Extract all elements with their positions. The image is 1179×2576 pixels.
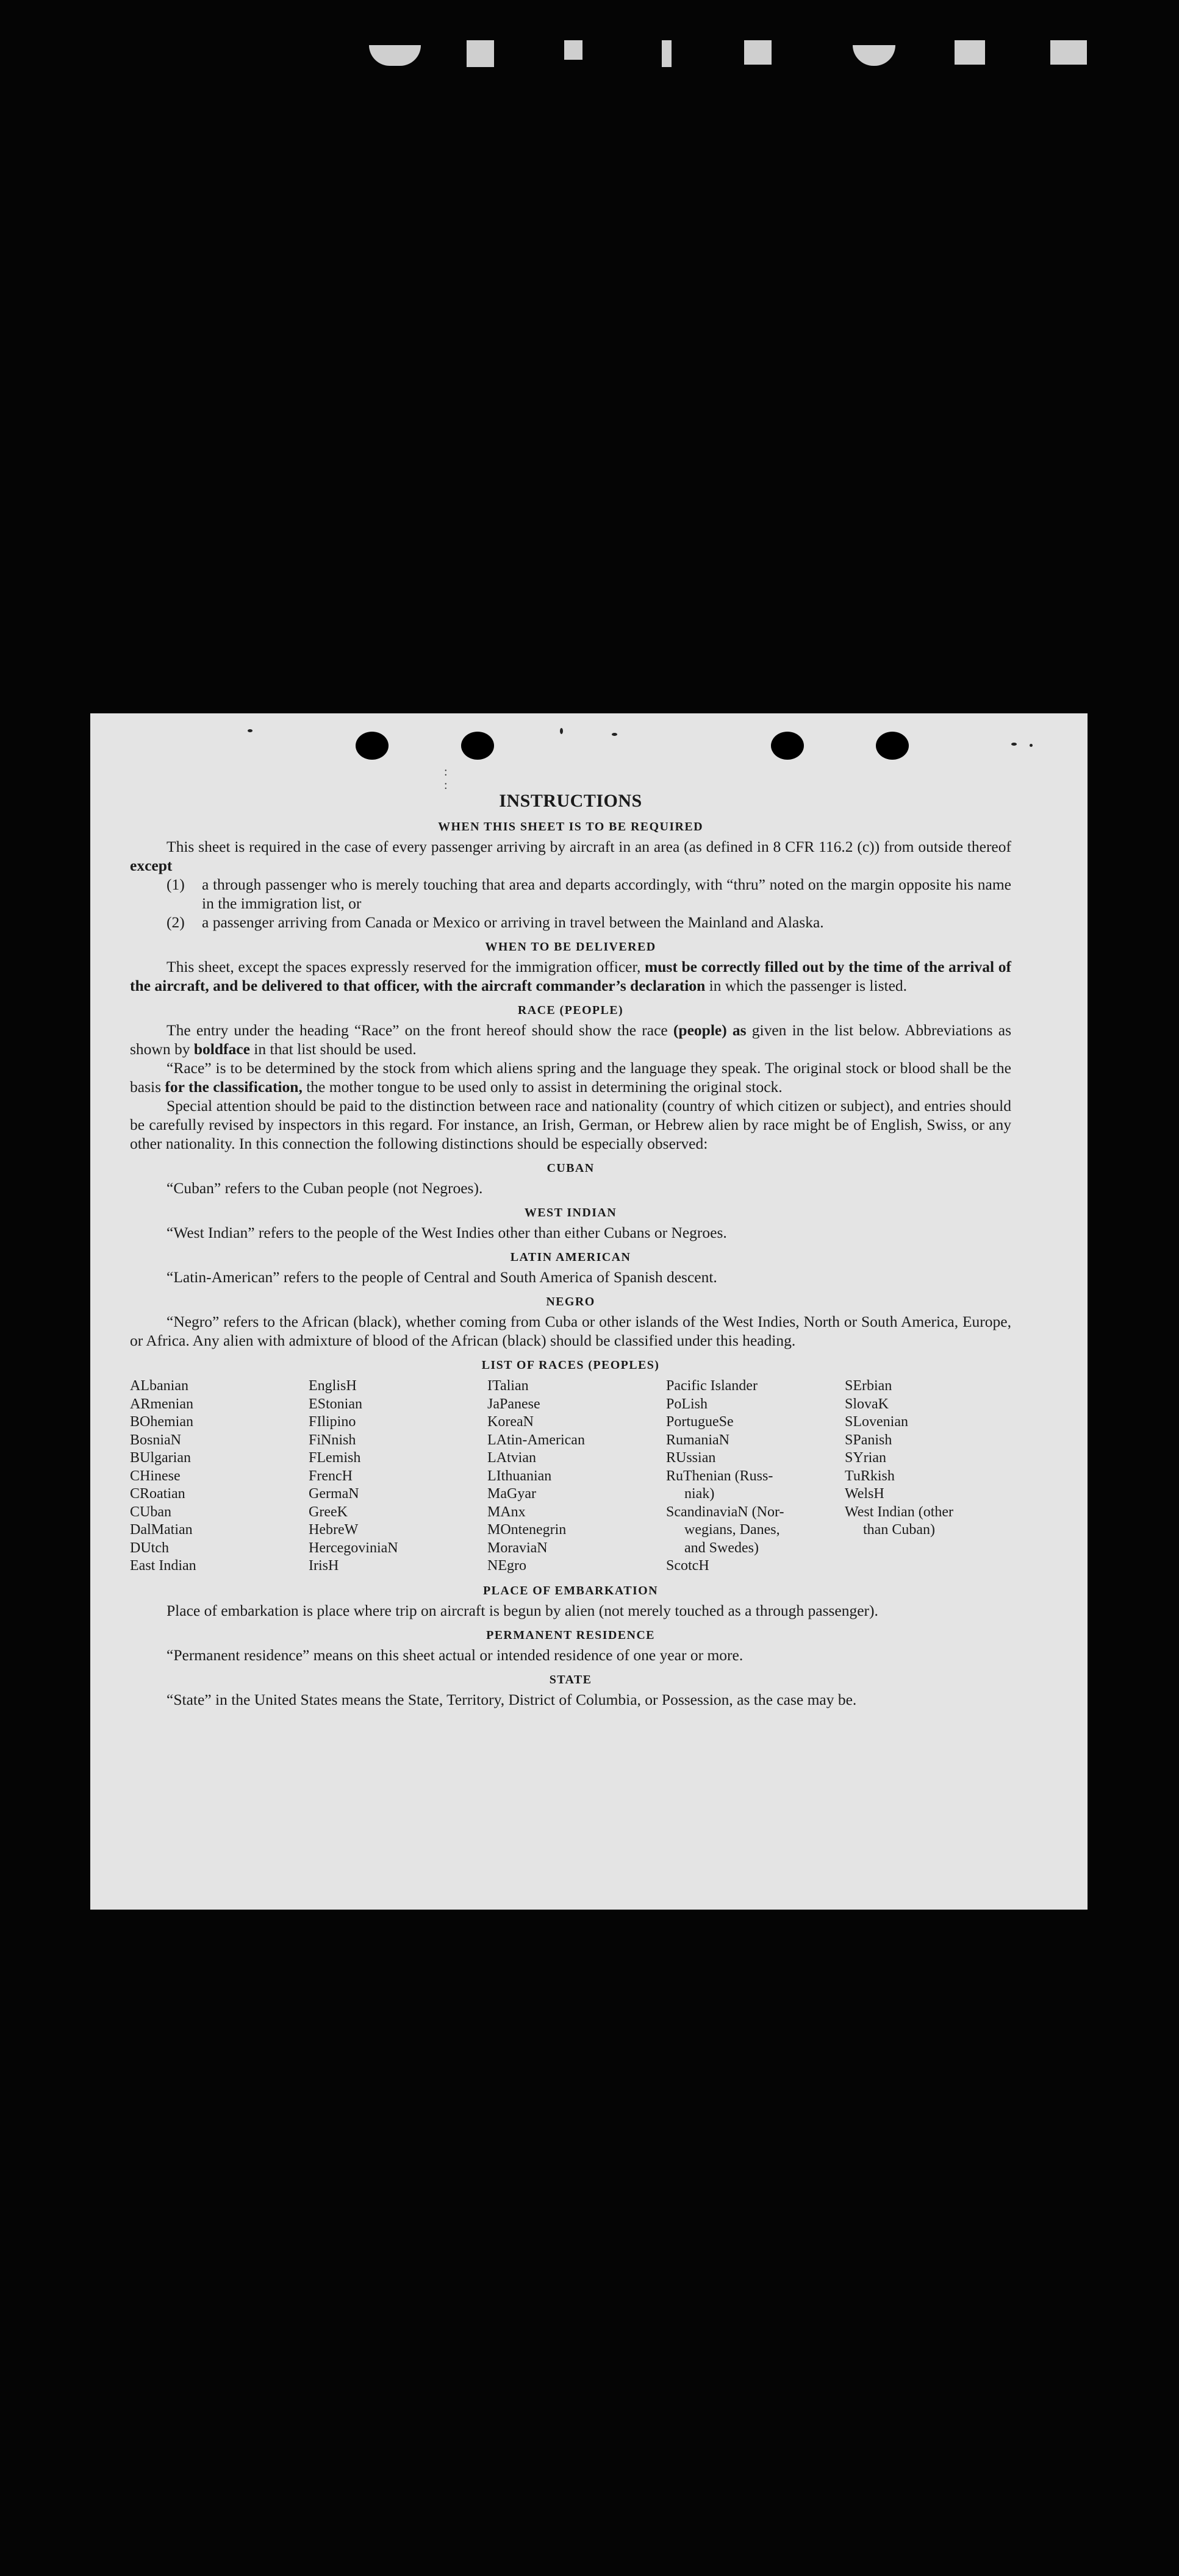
section-heading-embarkation: PLACE OF EMBARKATION [483,1583,658,1597]
instruction-sheet [90,713,1088,1910]
race-entry: WelsH [845,1486,884,1502]
race-entry: MoraviaN [487,1540,548,1556]
race-entry: CRoatian [130,1486,185,1502]
film-mark [662,40,672,67]
speck [1011,743,1017,746]
section-heading-when-required: WHEN THIS SHEET IS TO BE REQUIRED [438,820,703,833]
when-required-intro [130,837,1011,875]
race-entry: and Swedes) [684,1540,759,1556]
speck [248,729,253,732]
race-entry: ScandinaviaN (Nor- [666,1504,784,1520]
section-heading-race: RACE (PEOPLE) [517,1004,624,1017]
race-paragraph-1 [130,1021,1011,1058]
race-entry: FiNnish [309,1432,356,1448]
race-entry: RuThenian (Russ- [666,1468,773,1484]
race-column [309,1377,487,1575]
film-mark [467,40,494,67]
text-part: the mother tongue to be used only to assist in determining the original stock. [302,1078,783,1096]
race-entry: NEgro [487,1558,526,1574]
race-column [845,1377,1023,1575]
film-mark [564,40,582,60]
page-title: INSTRUCTIONS [499,791,642,811]
item-number: (2) [167,913,185,931]
negro-text: “Negro” refers to the African (black), whether coming from Cuba or other islands of the West Indies, North or South America, Europe, or Africa. Any alien with admixture of blood of the African (black) should be classified under this heading. [130,1313,1011,1349]
race-entry: BUlgarian [130,1450,191,1466]
race-paragraph-2 [130,1058,1011,1096]
west-indian-text: “West Indian” refers to the people of the West Indies other than either Cubans or Negroes. [167,1224,727,1241]
punch-hole [771,732,804,760]
text-part: in which the passenger is listed. [705,977,908,994]
race-entry: East Indian [130,1558,196,1574]
text-part: “Race” is to be determined by the stock from which aliens spring and the language they speak. The original stock or blood shall be the basis [130,1059,1011,1096]
section-heading-negro: NEGRO [546,1295,595,1308]
race-paragraph-3: Special attention should be paid to the distinction between race and nationality (country of which citizen or subject), and entries should be carefully revised by inspectors in this regard. For instance, an Irish, German, or Hebrew alien by race might be of English, Swiss, or any other nationality. In this connection the following distinctions should be especially observed: [130,1097,1011,1152]
speck [1030,744,1033,747]
item-text: a through passenger who is merely touching that area and departs accordingly, with “thru” noted on the margin opposite his name in the immigration list, or [202,876,1011,912]
race-entry: HercegoviniaN [309,1540,398,1556]
race-column [130,1377,309,1575]
when-delivered-text [130,957,1011,995]
race-entry: MOntenegrin [487,1522,567,1538]
race-entry: BOhemian [130,1414,193,1430]
race-entry: FrencH [309,1468,353,1484]
latin-american-text: “Latin-American” refers to the people of Central and South America of Spanish descent. [167,1268,717,1286]
punch-hole [876,732,909,760]
race-entry: ScotcH [666,1558,709,1574]
film-mark [853,45,895,66]
text-bold: must be correctly filled out by the time of the arrival of the aircraft, and be delivered to that officer, with the aircraft commander’s declaration [130,958,1011,994]
section-heading-state: STATE [549,1672,592,1686]
text-bold: boldface [193,1040,250,1058]
punch-hole [461,732,494,760]
race-entry: SlovaK [845,1396,889,1412]
section-heading-list-of-races: LIST OF RACES (PEOPLES) [481,1358,660,1372]
punch-hole [356,732,389,760]
race-column [487,1377,666,1575]
text-part: given in the list below. Abbreviations as shown by [130,1021,1012,1058]
film-mark [1050,40,1087,65]
race-column [666,1377,845,1575]
text-part: in that list should be used. [249,1040,417,1058]
text-bold: for the classification, [165,1078,303,1096]
race-entry: West Indian (other [845,1504,954,1520]
race-entry: PoLish [666,1396,708,1412]
race-entry: FLemish [309,1450,361,1466]
race-entry: ITalian [487,1378,529,1394]
race-entry: SYrian [845,1450,886,1466]
item-number: (1) [167,876,185,893]
race-entry: MAnx [487,1504,526,1520]
film-mark [744,40,772,65]
race-entry: ARmenian [130,1396,193,1412]
film-mark [369,45,421,66]
text-bold: (people) as [673,1021,747,1039]
race-entry: DUtch [130,1540,169,1556]
exception-item [167,875,1011,913]
race-entry: MaGyar [487,1486,536,1502]
race-entry: EnglisH [309,1378,357,1394]
race-entry: ALbanian [130,1378,188,1394]
race-entry: SLovenian [845,1414,908,1430]
race-entry: TuRkish [845,1468,895,1484]
film-edge-markings [342,30,1147,79]
section-heading-cuban: CUBAN [546,1161,595,1175]
speck [560,728,563,734]
race-entry: than Cuban) [863,1522,935,1538]
race-entry: LAtin-American [487,1432,585,1448]
race-entry: KoreaN [487,1414,534,1430]
state-text: “State” in the United States means the State, Territory, District of Columbia, or Possession, as the case may be. [167,1690,857,1708]
film-mark [955,40,985,65]
race-entry: FIlipino [309,1414,356,1430]
permanent-residence-text: “Permanent residence” means on this sheet actual or intended residence of one year or more. [167,1646,744,1664]
margin-mark: : : [444,765,448,792]
embarkation-text: Place of embarkation is place where trip on aircraft is begun by alien (not merely touched as a through passenger). [167,1601,878,1619]
exception-item [167,913,1011,932]
race-entry: RumaniaN [666,1432,729,1448]
race-entry: SErbian [845,1378,892,1394]
race-entry: niak) [684,1486,715,1502]
races-list [130,1377,1011,1575]
race-entry: LAtvian [487,1450,536,1466]
race-entry: PortugueSe [666,1414,734,1430]
race-entry: BosniaN [130,1432,181,1448]
speck [612,733,617,736]
race-entry: SPanish [845,1432,892,1448]
text-part: This sheet, except the spaces expressly reserved for the immigration officer, [167,958,645,976]
race-entry: JaPanese [487,1396,540,1412]
race-entry: wegians, Danes, [684,1522,780,1538]
text-part: The entry under the heading “Race” on the front hereof should show the race [167,1021,673,1039]
section-heading-west-indian: WEST INDIAN [524,1206,617,1219]
race-entry: GermaN [309,1486,359,1502]
section-heading-permanent-residence: PERMANENT RESIDENCE [486,1628,655,1642]
section-heading-latin-american: LATIN AMERICAN [510,1251,631,1264]
race-entry: HebreW [309,1522,359,1538]
race-entry: EStonian [309,1396,362,1412]
race-entry: LIthuanian [487,1468,552,1484]
item-text: a passenger arriving from Canada or Mexico or arriving in travel between the Mainland and Alaska. [202,913,824,931]
section-heading-when-delivered: WHEN TO BE DELIVERED [485,940,656,954]
race-entry: GreeK [309,1504,348,1520]
race-entry: CHinese [130,1468,181,1484]
intro-text: This sheet is required in the case of every passenger arriving by aircraft in an area (as defined in 8 CFR 116.2 (c)) from outside thereof [167,838,1011,855]
cuban-text: “Cuban” refers to the Cuban people (not Negroes). [167,1179,483,1197]
race-entry: CUban [130,1504,171,1520]
race-entry: IrisH [309,1558,339,1574]
race-entry: Pacific Islander [666,1378,758,1394]
race-entry: DalMatian [130,1522,193,1538]
intro-bold: except [130,857,173,874]
race-entry: RUssian [666,1450,716,1466]
